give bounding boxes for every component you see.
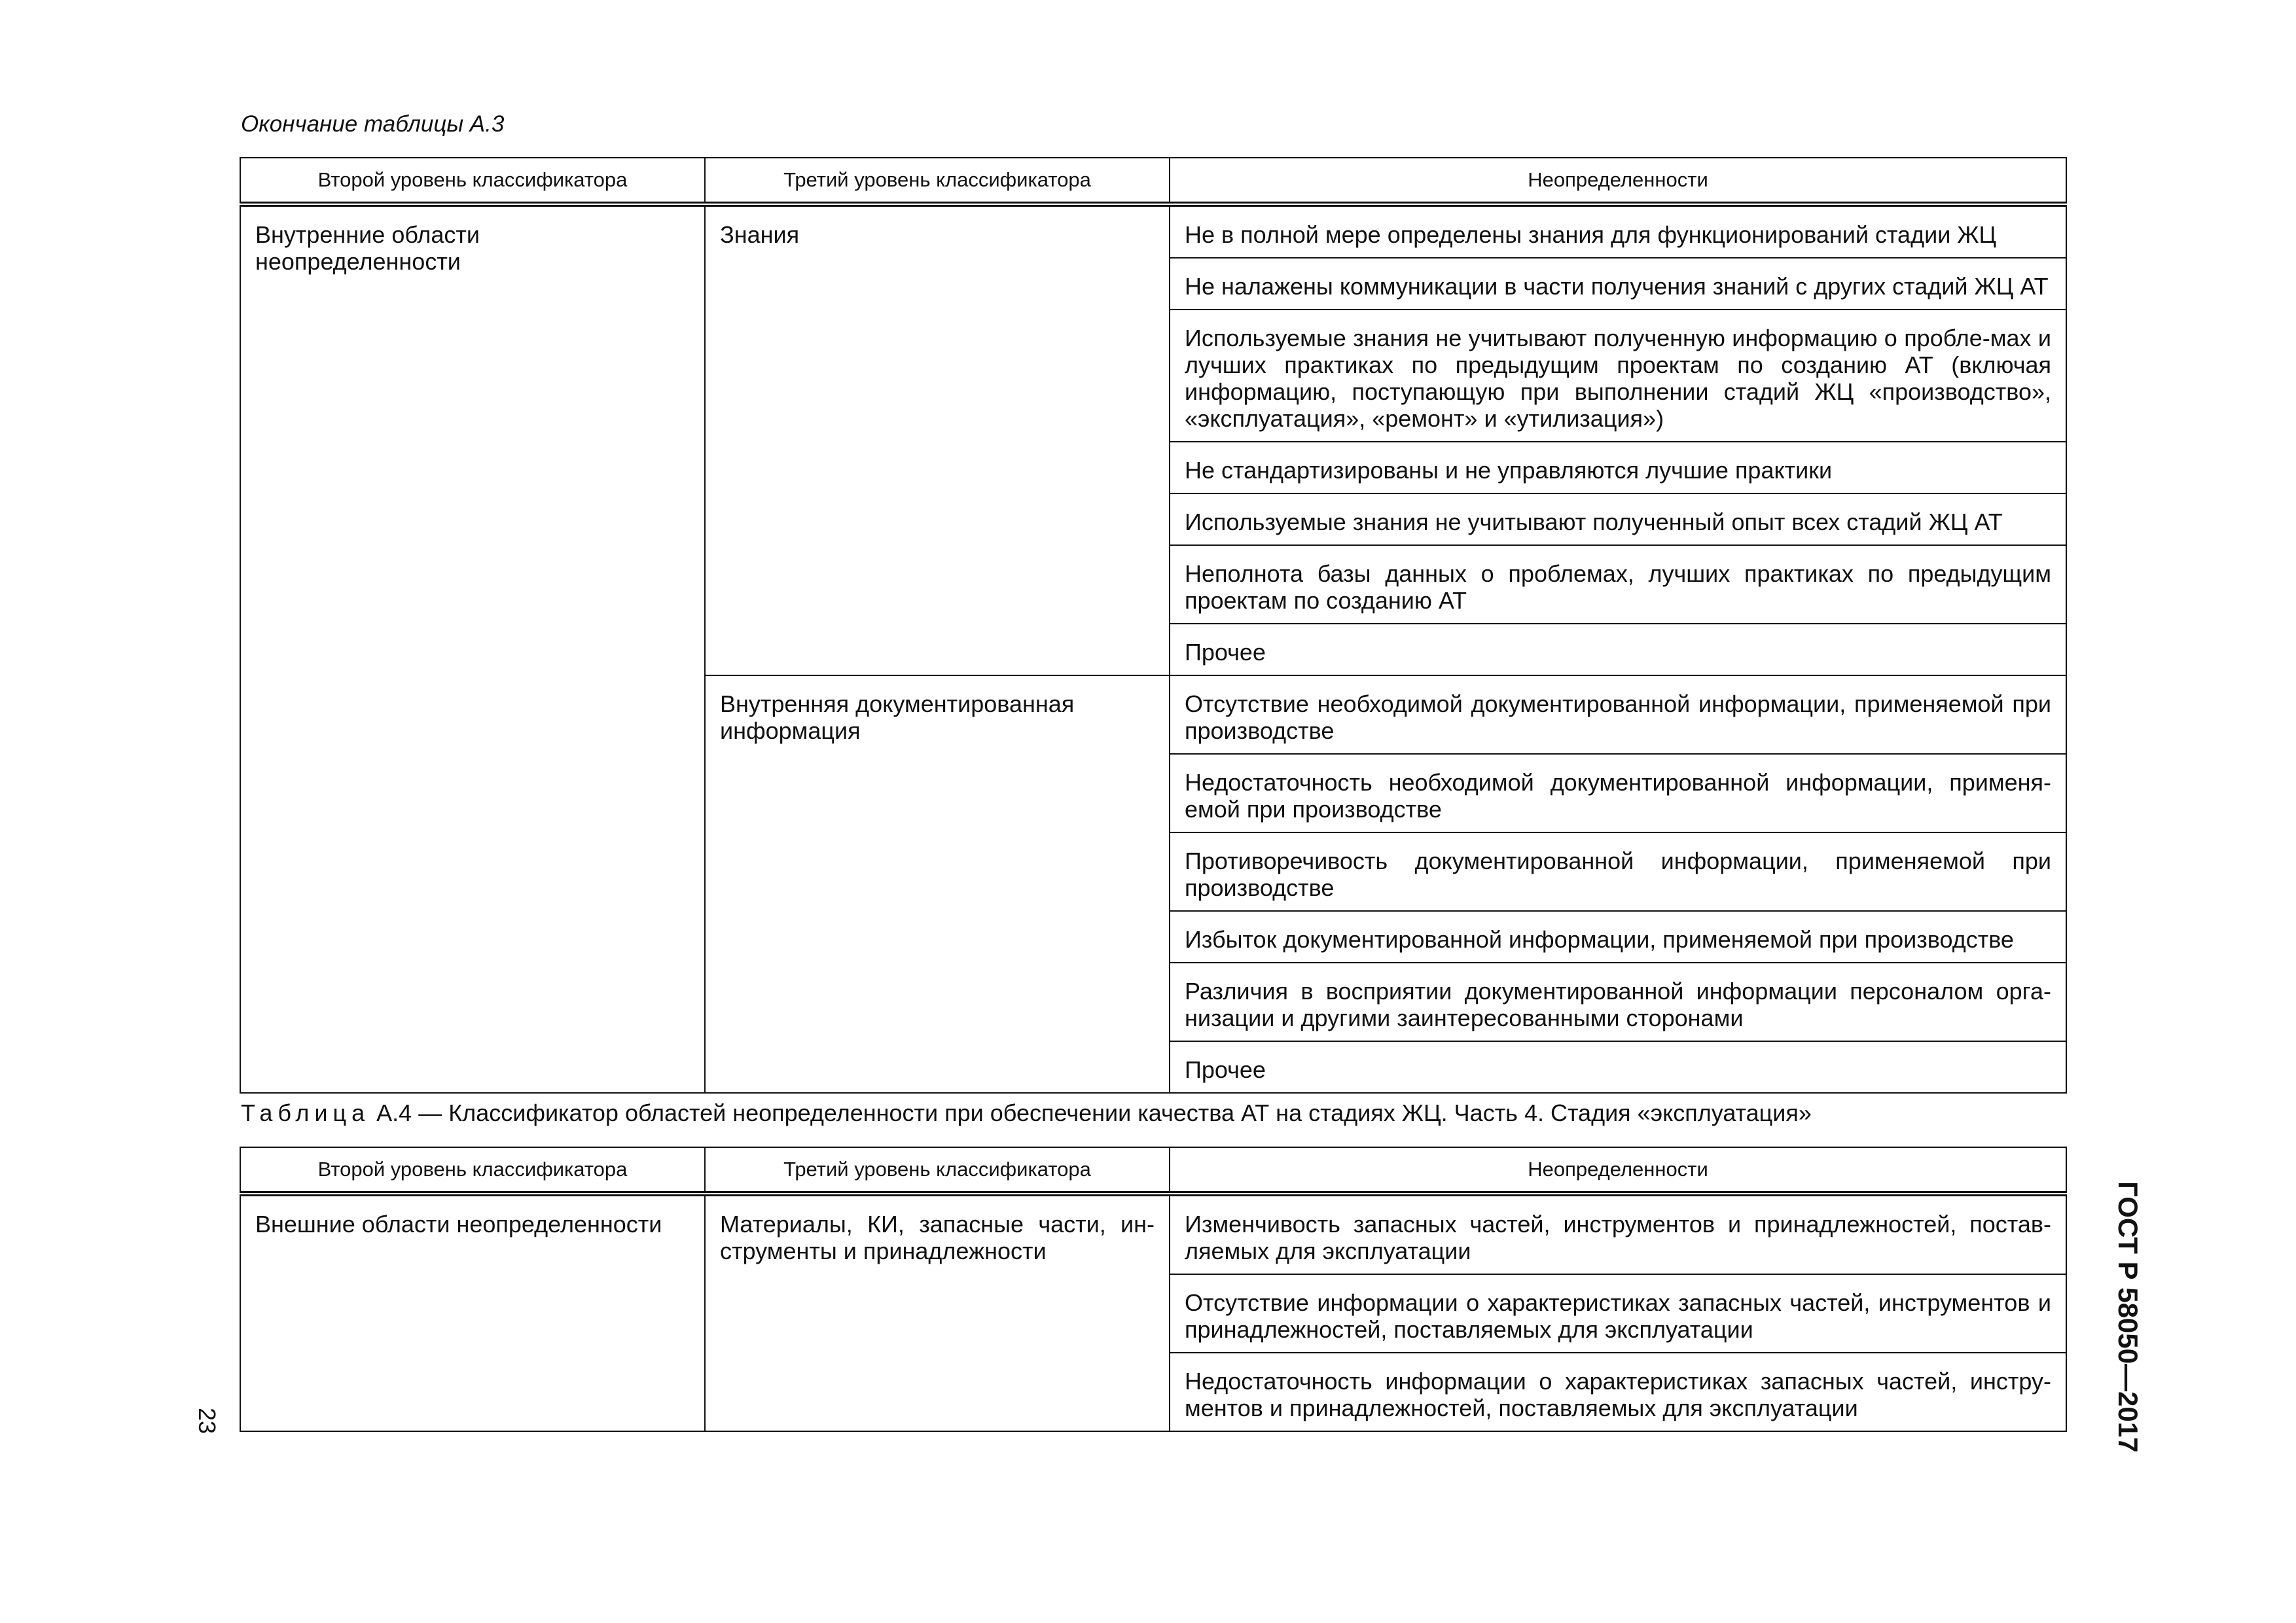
uncertainty-cell: Изменчивость запасных частей, инструментов и принадлежностей, постав-ляемых для эксплуатации	[1170, 1194, 2066, 1274]
column-header: Неопределенности	[1170, 158, 2066, 204]
table-a3-end	[240, 157, 2067, 1094]
uncertainty-cell: Отсутствие необходимой документированной информации, применяемой при производстве	[1170, 675, 2066, 754]
table-a4-caption	[241, 1099, 1812, 1127]
column-header: Третий уровень классификатора	[705, 1147, 1170, 1194]
uncertainty-cell: Используемые знания не учитывают полученный опыт всех стадий ЖЦ АТ	[1170, 493, 2066, 545]
uncertainty-cell: Не налажены коммуникации в части получения знаний с других стадий ЖЦ АТ	[1170, 258, 2066, 310]
table-a4	[240, 1147, 2067, 1432]
caption-prefix: Таблица	[241, 1099, 370, 1126]
level2-cell: Внутренние области неопределенности	[240, 204, 705, 1093]
column-header: Третий уровень классификатора	[705, 158, 1170, 204]
uncertainty-cell: Используемые знания не учитывают полученную информацию о пробле-мах и лучших практиках по предыдущим проектам по созданию АТ (включая информацию, поступающую при выполнении стадий ЖЦ «производство», «эксплуатация», «ремонт» и «утилизация»)	[1170, 310, 2066, 442]
column-header: Второй уровень классификатора	[240, 1147, 705, 1194]
uncertainty-cell: Прочее	[1170, 1041, 2066, 1093]
uncertainty-cell: Противоречивость документированной информации, применяемой при производстве	[1170, 832, 2066, 911]
page-number: 23	[194, 1407, 221, 1435]
column-header: Второй уровень классификатора	[240, 158, 705, 204]
table-continuation-title: Окончание таблицы А.3	[241, 111, 505, 137]
uncertainty-cell: Недостаточность информации о характеристиках запасных частей, инстру-ментов и принадлежностей, поставляемых для эксплуатации	[1170, 1353, 2066, 1431]
uncertainty-cell: Не в полной мере определены знания для функционирований стадии ЖЦ	[1170, 204, 2066, 258]
uncertainty-cell: Недостаточность необходимой документированной информации, применя-емой при производстве	[1170, 754, 2066, 832]
uncertainty-cell: Неполнота базы данных о проблемах, лучших практиках по предыдущим проектам по созданию АТ	[1170, 545, 2066, 624]
level3-cell: Знания	[705, 204, 1170, 675]
uncertainty-cell: Не стандартизированы и не управляются лучшие практики	[1170, 442, 2066, 493]
uncertainty-cell: Прочее	[1170, 624, 2066, 675]
uncertainty-cell: Отсутствие информации о характеристиках запасных частей, инструментов и принадлежностей, поставляемых для эксплуатации	[1170, 1274, 2066, 1353]
column-header: Неопределенности	[1170, 1147, 2066, 1194]
caption-text: А.4 — Классификатор областей неопределенности при обеспечении качества АТ на стадиях ЖЦ. Часть 4. Стадия «эксплуатация»	[376, 1099, 1812, 1126]
level2-cell: Внешние области неопределенности	[240, 1194, 705, 1431]
table-header-row	[240, 158, 2066, 204]
uncertainty-cell: Различия в восприятии документированной информации персоналом орга-низации и другими заинтересованными сторонами	[1170, 963, 2066, 1041]
table-header-row	[240, 1147, 2066, 1194]
table-row	[240, 204, 2066, 258]
table-row	[240, 1194, 2066, 1274]
level3-cell: Материалы, КИ, запасные части, ин-струменты и принадлежности	[705, 1194, 1170, 1431]
standard-designation: ГОСТ Р 58050—2017	[2113, 1181, 2144, 1453]
level3-cell: Внутренняя документированная информация	[705, 675, 1170, 1093]
uncertainty-cell: Избыток документированной информации, применяемой при производстве	[1170, 911, 2066, 963]
